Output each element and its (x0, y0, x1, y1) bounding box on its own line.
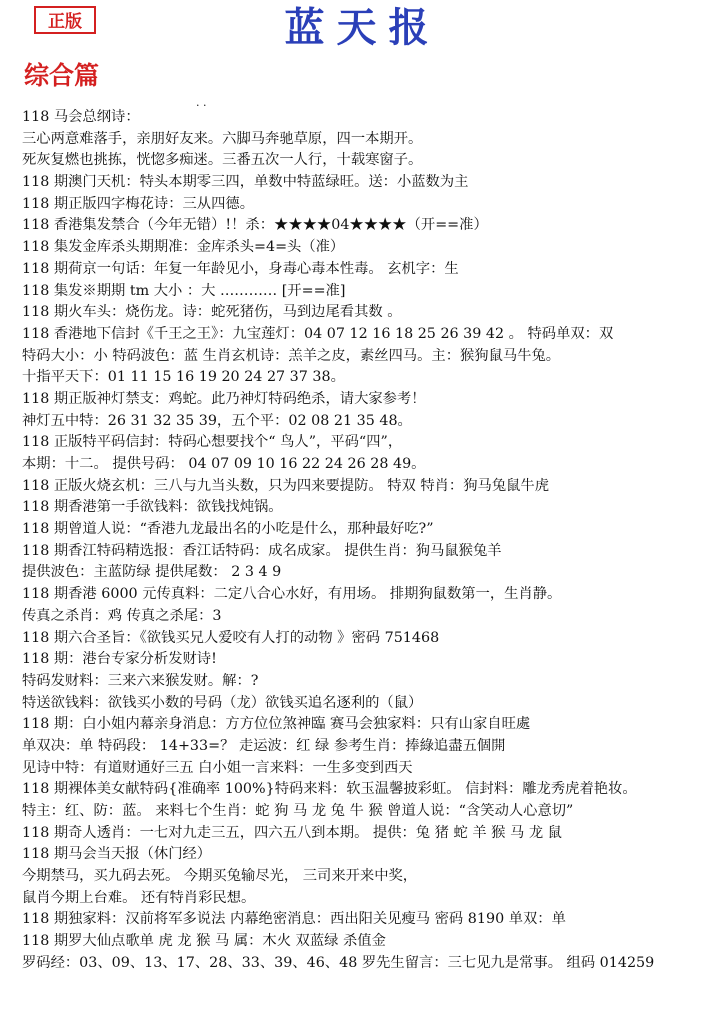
text-line: 罗码经：03、09、13、17、28、33、39、46、48 罗先生留言：三七见九是常事。 组码 014259 (22, 954, 655, 971)
text-line: 118 期马会当天报（休门经） (22, 846, 212, 863)
text-line: 118 正版特平码信封：特码心想要找个“ 鸟人”，平码“四”， (22, 434, 403, 451)
text-line: 118 香港集发禁合（今年无错）!！杀：★★★★04★★★★（开==准） (22, 217, 488, 234)
text-line: 118 期曾道人说：“香港九龙最出名的小吃是什么，那种最好吃?” (22, 521, 434, 538)
text-line: 118 香港地下信封《千王之王》：九宝莲灯：04 07 12 16 18 25 26 39 42 。 特码单双：双 (22, 325, 614, 342)
text-line: 单双决：单 特码段： 14+33=？ 走运波：红 绿 参考生肖：捧綠追盡五個開 (22, 737, 506, 754)
text-line: 118 期正版神灯禁支：鸡蛇。此乃神灯特码绝杀，请大家参考！ (22, 390, 426, 407)
text-line: 118 期香江特码精选报：香江话特码：成名成家。 提供生肖：狗马鼠猴兔羊 (22, 542, 502, 559)
text-line: 118 期香港 6000 元传真料：二定八合心水好，有用场。 排期狗鼠数第一，生肖静。 (22, 586, 562, 603)
section-heading: 综合篇 (24, 61, 100, 90)
text-line: 见诗中特：有道财通好三五 白小姐一言来料：一生多变到西天 (22, 759, 413, 776)
text-line: 118 期荷京一句话：年复一年龄见小，身毒心毒本性毒。 玄机字：生 (22, 260, 459, 277)
text-line: 传真之杀肖：鸡 传真之杀尾：3 (22, 607, 222, 624)
text-line: 特码发财料：三来六来猴发财。解：? (22, 672, 259, 689)
text-line: 118 集发金库杀头期期准：金库杀头=4=头（准） (22, 239, 345, 256)
text-line: 118 期：港台专家分析发财诗! (22, 651, 217, 668)
text-line: 118 马会总纲诗： (22, 109, 140, 125)
text-line: 十指平天下：01 11 15 16 19 20 24 27 37 38。 (22, 369, 345, 386)
text-line: 死灰复燃也挑拣，恍惚多痴迷。三番五次一人行，十载寒窗子。 (22, 152, 423, 169)
authentic-edition-badge: 正版 (34, 6, 96, 34)
text-line: 118 期裸体美女献特码{准确率 100%}特码来料：软玉温馨披彩虹。 信封料：雕龙秀虎着艳妆。 (22, 781, 637, 798)
text-line: 118 期奇人透肖：一七对九走三五，四六五八到本期。 提供：兔 猪 蛇 羊 猴 马 龙 鼠 (22, 824, 562, 841)
text-line: 提供波色：主蓝防绿 提供尾数： 2 3 4 9 (22, 564, 282, 581)
text-line: 118 期罗大仙点歌单 虎 龙 猴 马 属：木火 双蓝绿 杀值金 (22, 933, 386, 950)
article-body (22, 107, 712, 975)
text-line: 本期：十二。 提供号码： 04 07 09 10 16 22 24 26 28 49。 (22, 456, 426, 472)
text-line: 118 期六合圣旨：《欲钱买兄人爱咬有人打的动物 》密码 751468 (22, 629, 440, 646)
text-line: 118 期火车头：烧伤龙。诗：蛇死猪伤，马到边尾看其数 。 (22, 304, 402, 321)
text-line: 118 期澳门天机：特头本期零三四，单数中特蓝绿旺。送：小蓝数为主 (22, 174, 469, 191)
newspaper-title: 蓝天报 (284, 4, 441, 51)
text-line: 神灯五中特：26 31 32 35 39，五个平：02 08 21 35 48。 (22, 412, 412, 429)
text-line: 今期禁马，买九码去死。 今期买兔输尽光， 三司来开来中奖， (22, 868, 418, 885)
text-line: 118 期正版四字梅花诗：三从四德。 (22, 195, 254, 212)
text-line: 三心两意难落手，亲朋好友来。六脚马奔驰草原，四一本期开。 (22, 130, 423, 147)
text-line: 118 期香港第一手欲钱料：欲钱找炖锅。 (22, 499, 283, 516)
text-line: 118 期独家料：汉前将军多说法 内幕绝密消息：西出阳关见瘦马 密码 8190 单双：单 (22, 911, 566, 928)
text-line: 特码大小：小 特码波色：蓝 生肖玄机诗：羔羊之皮，素丝四马。主：猴狗鼠马牛兔。 (22, 347, 561, 364)
text-line: 特主：红、防：蓝。 来料七个生肖：蛇 狗 马 龙 兔 牛 猴 曾道人说：“含笑动人心意切” (22, 803, 574, 819)
text-line: 鼠肖今期上台难。 还有特肖彩民想。 (22, 889, 256, 906)
text-line: 118 期：白小姐内幕亲身消息：方方位位煞神臨 赛马会独家料：只有山家自旺處 (22, 716, 531, 733)
stray-dots: . . (196, 96, 207, 109)
text-line: 特送欲钱料：欲钱买小数的号码（龙）欲钱买追名逐利的（鼠） (22, 694, 423, 711)
text-line: 118 正版火烧玄机：三八与九当头数，只为四来要提防。 特双 特肖：狗马兔鼠牛虎 (22, 477, 550, 494)
text-line: 118 集发※期期 tm 大小 ：大 ………… [开==准] (22, 282, 346, 299)
